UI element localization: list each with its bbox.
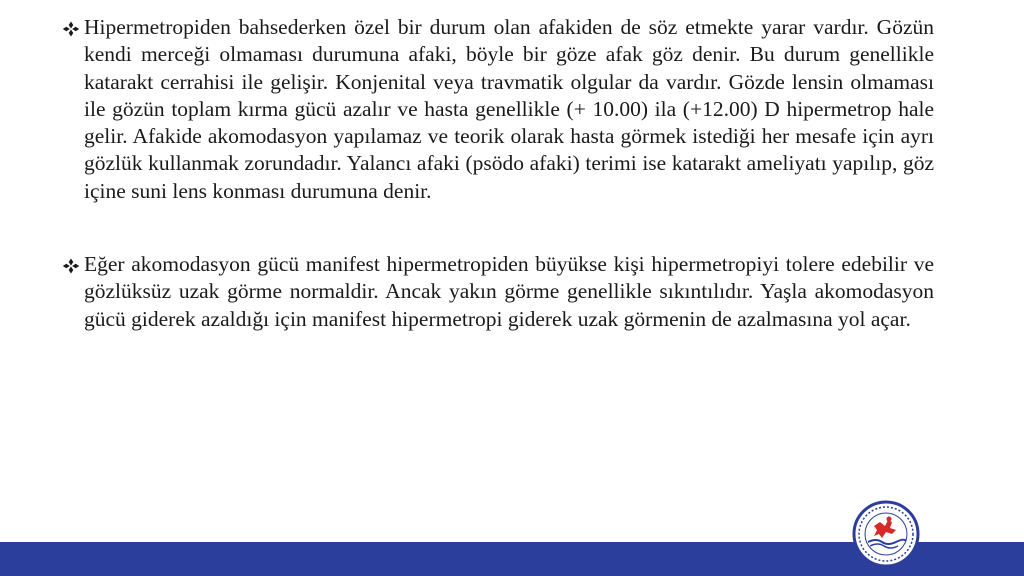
bullet-text: Hipermetropiden bahsederken özel bir durum olan afakiden de söz etmekte yarar vardır. Gözün kendi merceği olmaması durumuna afaki, böyle bir göze afak göz denir. Bu durum genellikle katarakt cerrahisi ile gelişir. Konjenital veya travmatik olgular da vardır. Gözde lensin olmaması ile gözün toplam kırma gücü azalır ve hasta genellikle (+ 10.00) ila (+12.00) D hipermetrop hale gelir. Afakide akomodasyon yapılamaz ve teorik olarak hasta görmek istediği her mesafe için ayrı gözlük kullanmak zorundadır. Yalancı afaki (psödo afaki) terimi ise katarakt ameliyatı yapılıp, göz içine suni lens konması durumuna denir. [84,15,934,203]
bullet-item-akomodasyon [62,251,934,333]
university-seal-icon [852,500,920,568]
diamond-bullet-icon [62,14,84,40]
slide-content [62,14,934,333]
diamond-bullet-icon [62,251,84,277]
bullet-text: Eğer akomodasyon gücü manifest hipermetropiden büyükse kişi hipermetropiyi tolere edebilir ve gözlüksüz uzak görme normaldir. Ancak yakın görme genellikle sıkıntılıdır. Yaşla akomodasyon gücü giderek azaldığı için manifest hipermetropi giderek uzak görmenin de azalmasına yol açar. [84,252,934,331]
bullet-item-afaki [62,14,934,205]
